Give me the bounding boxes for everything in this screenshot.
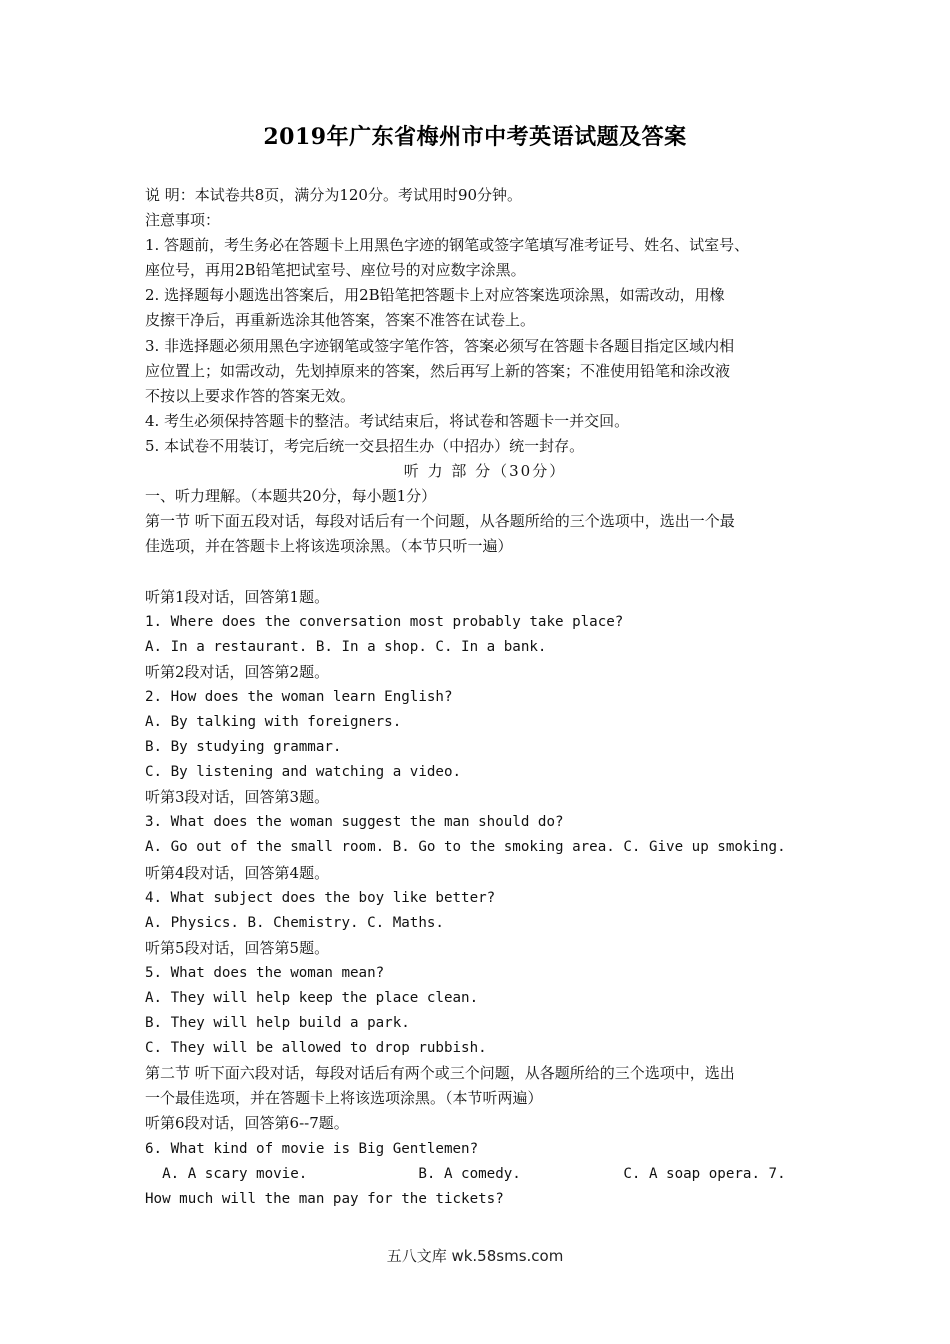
- text-line: 皮擦干净后，再重新选涂其他答案，答案不准答在试卷上。: [145, 311, 536, 330]
- question-line: B. By studying grammar.: [145, 739, 342, 756]
- question-line: 2. How does the woman learn English?: [145, 688, 453, 705]
- text-line: 听第2段对话，回答第2题。: [145, 662, 330, 681]
- text-line: 听第6段对话，回答第6--7题。: [145, 1114, 349, 1133]
- question-line: 3. What does the woman suggest the man should do?: [145, 814, 564, 831]
- text-line: 听第5段对话，回答第5题。: [145, 938, 330, 957]
- question-line: 4. What subject does the boy like better?: [145, 889, 496, 906]
- text-line: 1. 答题前，考生务必在答题卡上用黑色字迹的钢笔或签字笔填写准考证号、姓名、试室号、: [145, 236, 750, 255]
- text-line: 2. 选择题每小题选出答案后，用2B铅笔把答题卡上对应答案选项涂黑，如需改动，用橡: [145, 286, 725, 305]
- text-line: 注意事项：: [145, 211, 221, 230]
- question-line: B. They will help build a park.: [145, 1015, 410, 1032]
- question-line: A. Physics. B. Chemistry. C. Maths.: [145, 914, 444, 931]
- question-line: 1. Where does the conversation most probably take place?: [145, 613, 624, 630]
- question-line: How much will the man pay for the tickets?: [145, 1190, 504, 1207]
- text-line: 第二节 听下面六段对话，每段对话后有两个或三个问题，从各题所给的三个选项中，选出: [145, 1064, 735, 1083]
- question-line: 5. What does the woman mean?: [145, 964, 385, 981]
- question-line: 6. What kind of movie is Big Gentlemen?: [145, 1140, 479, 1157]
- text-line: 4. 考生必须保持答题卡的整洁。考试结束后，将试卷和答题卡一并交回。: [145, 411, 630, 430]
- text-line: 3. 非选择题必须用黑色字迹钢笔或签字笔作答，答案必须写在答题卡各题目指定区域内相: [145, 336, 735, 355]
- question-line: C. By listening and watching a video.: [145, 764, 462, 781]
- text-line: 听第1段对话，回答第1题。: [145, 587, 330, 606]
- text-line: 不按以上要求作答的答案无效。: [145, 386, 356, 405]
- question-line: C. They will be allowed to drop rubbish.: [145, 1040, 487, 1057]
- document-title: 2019年广东省梅州市中考英语试题及答案: [263, 124, 687, 150]
- question-line: A. By talking with foreigners.: [145, 713, 402, 730]
- blank-line: [145, 559, 825, 584]
- text-line: 一个最佳选项，并在答题卡上将该选项涂黑。（本节听两遍）: [145, 1089, 543, 1108]
- question-line: A. In a restaurant. B. In a shop. C. In a bank.: [145, 638, 547, 655]
- text-line: 座位号，再用2B铅笔把试室号、座位号的对应数字涂黑。: [145, 261, 526, 280]
- question-line: A. A scary movie. B. A comedy. C. A soap opera. 7.: [145, 1165, 786, 1182]
- question-line: A. They will help keep the place clean.: [145, 990, 479, 1006]
- page-footer-watermark: 五八文库 wk.58sms.com: [386, 1247, 564, 1265]
- text-line: 应位置上；如需改动，先划掉原来的答案，然后再写上新的答案；不准使用铅笔和涂改液: [145, 361, 731, 380]
- text-line: 第一节 听下面五段对话，每段对话后有一个问题，从各题所给的三个选项中，选出一个最: [145, 512, 735, 531]
- text-line: 听第3段对话，回答第3题。: [145, 788, 330, 807]
- text-line: 一、听力理解。（本题共20分，每小题1分）: [145, 487, 437, 506]
- text-line: 5. 本试卷不用装订，考完后统一交县招生办（中招办）统一封存。: [145, 436, 585, 455]
- text-line: 说 明：本试卷共8页，满分为120分。考试用时90分钟。: [145, 186, 523, 204]
- text-line: 听第4段对话，回答第4题。: [145, 863, 330, 882]
- section-heading: 听 力 部 分（30分）: [403, 462, 567, 481]
- question-line: A. Go out of the small room. B. Go to the smoking area. C. Give up smoking.: [145, 839, 786, 856]
- text-line: 佳选项，并在答题卡上将该选项涂黑。（本节只听一遍）: [145, 537, 513, 556]
- document-body: [145, 183, 825, 1212]
